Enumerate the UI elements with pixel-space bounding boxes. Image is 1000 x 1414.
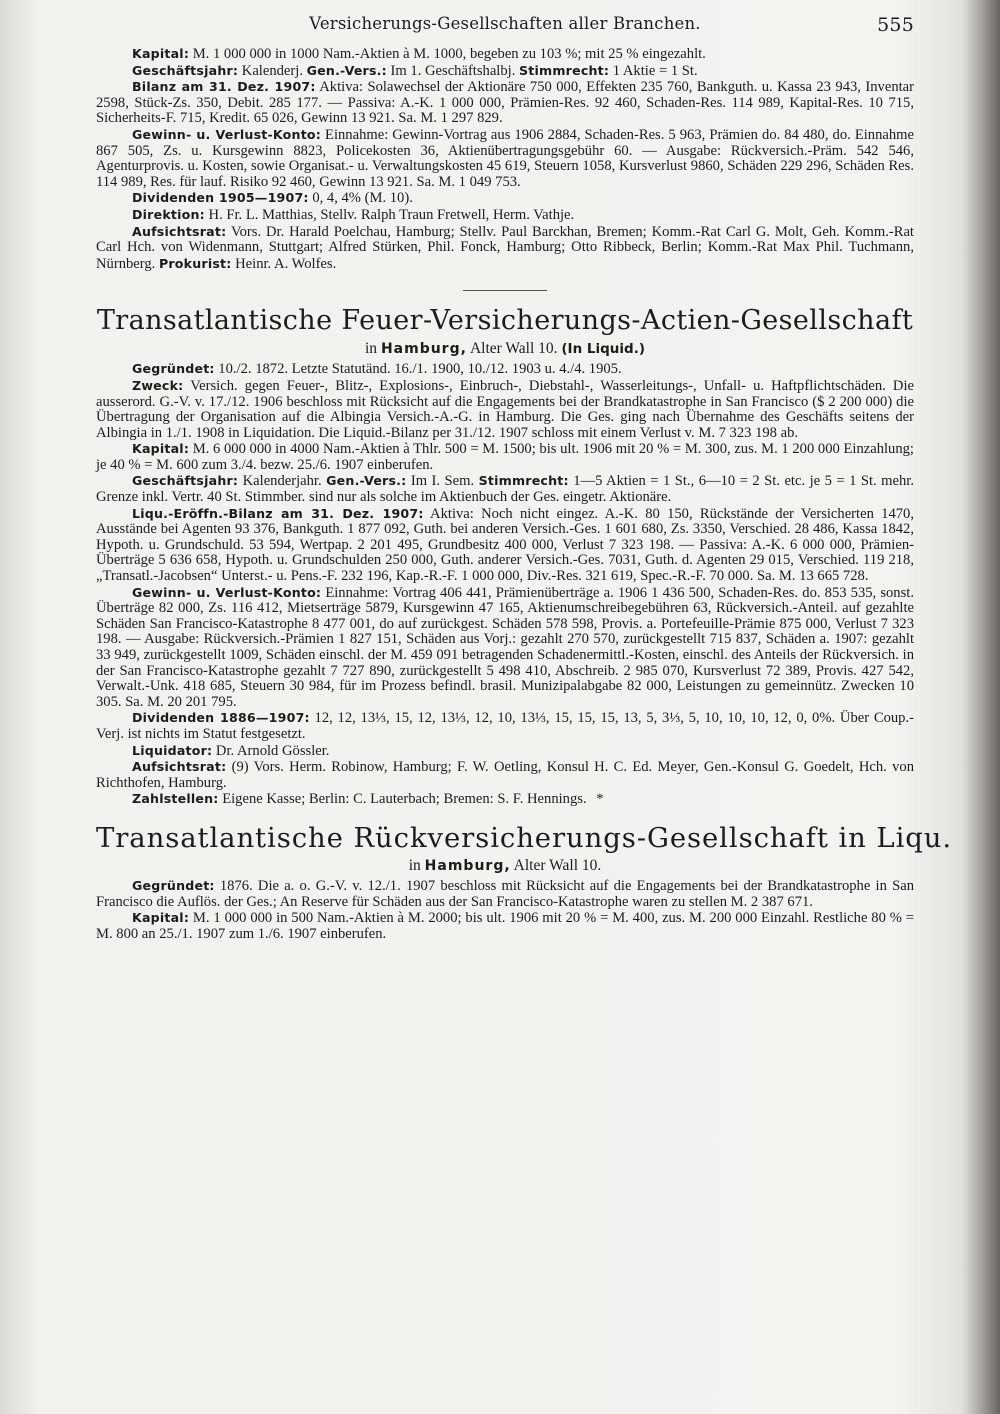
company-location: [96, 856, 914, 876]
text: Versich. gegen Feuer-, Blitz-, Explosions-, Einbruch-, Diebstahl-, Wasserleitungs-, Unfall- u. Haftpflichtschäden. Die ausserord. G.-V. v. 17./12. 1906 beschloss mit Rücksicht auf die Engagements bei der Brandkatastrophe in San Francisco ($ 2 200 000) die Übertragung der Organisation auf die Albingia Versich.-A.-G. in Hamburg. Die Ges. ging nach Übernahme des Geschäfts seitens der Albingia in 1./1. 1908 in Liquidation. Die Liquid.-Bilanz per 31./12. 1907 schloss mit einem Verlust v. M. 7 323 198 ab.: [96, 377, 914, 441]
text: Kalenderjahr.: [238, 473, 327, 490]
label: Geschäftsjahr:: [132, 62, 239, 78]
text: Eigene Kasse; Berlin: C. Lauterbach; Bremen: S. F. Hennings.: [218, 791, 591, 808]
label: Stimmrecht:: [478, 473, 569, 489]
label: Liqu.-Eröffn.-Bilanz am 31. Dez. 1907:: [132, 505, 424, 521]
entry-dividenden: [96, 190, 914, 207]
label: Gegründet:: [132, 361, 215, 377]
label: Stimmrecht:: [519, 62, 610, 78]
label: Gewinn- u. Verlust-Konto:: [132, 584, 322, 600]
page-number: 555: [877, 14, 914, 36]
text: Kalenderj.: [238, 62, 307, 79]
label: Kapital:: [132, 441, 190, 457]
section-liqu-bilanz: [96, 506, 914, 585]
section-gegruendet: [96, 361, 914, 378]
label: Gegründet:: [132, 877, 215, 893]
section-dividenden: [96, 710, 914, 742]
section-divider: [463, 290, 547, 291]
asterisk-mark: *: [596, 791, 604, 808]
previous-entry: [96, 46, 914, 272]
entry-kapital: [96, 46, 914, 63]
section-zahlstellen: [96, 791, 914, 808]
liquidation-status: (In Liquid.): [561, 341, 645, 358]
text: Vors. Dr. Harald Poelchau, Hamburg; Stellv. Paul Barckhan, Bremen; Komm.-Rat Carl G. Molt, Geh. Komm.-Rat Carl Hch. von Widenmann, Stuttgart; Alfred Stürken, Phil. Fonck, Hamburg; Otto Ribbeck, Berlin; Komm.-Rat Max Phil. Tuchmann, Nürnberg.: [96, 223, 914, 272]
company-address: Alter Wall 10.: [510, 856, 602, 874]
label: Liquidator:: [132, 742, 213, 758]
text: Aktiva: Solawechsel der Aktionäre 750 000, Effekten 235 760, Bankguth. u. Kassa 23 943, Inventar 2598, Stück-Zs. 350, Debit. 285 177. — Passiva: A.-K. 1 000 000, Prämien-Res. 92 460, Schaden-Res. 114 989, Kapital-Res. 10 715, Sicherheits-F. 715, Kredit. 65 026, Gewinn 13 921. Sa. M. 1 297 829.: [96, 79, 915, 127]
section-gegruendet: [96, 878, 914, 910]
running-head: [96, 14, 914, 42]
label: Dividenden 1905—1907:: [132, 190, 309, 206]
company-title: Transatlantische Rückversicherungs-Gesellschaft in Liqu.: [96, 821, 953, 854]
label: Aufsichtsrat:: [132, 223, 227, 239]
text: (9) Vors. Herm. Robinow, Hamburg; F. W. Oetling, Konsul H. C. Ed. Meyer, Gen.-Konsul G. Goedelt, Hch. von Richthofen, Hamburg.: [96, 759, 914, 791]
text: 1—5 Aktien = 1 St., 6—10 = 2 St. etc. je 5 = 1 St. mehr. Grenze inkl. Vertr. 40 St. Stimmber. sind nur als solche im Aktienbuch der Ges. eingetr. Aktionäre.: [96, 473, 914, 506]
company-title: Transatlantische Feuer-Versicherungs-Actien-Gesellschaft: [96, 305, 914, 337]
text: M. 1 000 000 in 500 Nam.-Aktien à M. 2000; bis ult. 1906 mit 20 % = M. 400, zus. M. 200 000 Einzahl. Restliche 80 % = M. 800 an 25./1. 1907 zum 1./6. 1907 einberufen.: [96, 910, 914, 942]
section-liquidator: [96, 743, 914, 760]
text: Im I. Sem.: [406, 473, 479, 490]
entry-gewinn-verlust: [96, 127, 914, 190]
label: Aufsichtsrat:: [132, 759, 227, 775]
company-city: Hamburg,: [380, 341, 467, 358]
text: H. Fr. L. Matthias, Stellv. Ralph Traun Fretwell, Herm. Vathje.: [204, 206, 575, 223]
book-spine-shadow: [962, 0, 1000, 1414]
entry-aufsichtsrat: [96, 224, 914, 273]
label: Gen.-Vers.:: [326, 473, 407, 489]
label: Prokurist:: [158, 255, 232, 271]
company-entry-rueckversicherung: [96, 821, 953, 942]
text: Heinr. A. Wolfes.: [231, 255, 337, 272]
label: Direktion:: [132, 206, 205, 222]
text: M. 6 000 000 in 4000 Nam.-Aktien à Thlr. 500 = M. 1500; bis ult. 1906 mit 20 % = M. 300, zus. M. 1 200 000 Einzahlung; je 40 % = M. 600 zum 3./4. bezw. 25./6. 1907 einberufen.: [96, 441, 914, 473]
text: 1 Aktie = 1 St.: [609, 62, 698, 79]
entry-direktion: [96, 207, 914, 224]
company-city: Hamburg,: [424, 857, 511, 874]
company-location: [96, 339, 914, 359]
section-aufsichtsrat: [96, 759, 914, 791]
entry-geschaeftsjahr: [96, 63, 914, 80]
running-title: Versicherungs-Gesellschaften aller Branchen.: [309, 14, 701, 33]
label: Zweck:: [132, 377, 184, 393]
label: Kapital:: [132, 46, 190, 61]
section-geschaeftsjahr: [96, 473, 914, 505]
label: Geschäftsjahr:: [132, 473, 239, 489]
section-gewinn-verlust: [96, 585, 914, 711]
label: Bilanz am 31. Dez. 1907:: [132, 79, 316, 95]
text: Einnahme: Vortrag 406 441, Prämienüberträge a. 1906 1 436 500, Schaden-Res. do. 853 535, sonst. Überträge 82 000, Zs. 116 412, Mietserträge 5879, Kursgewinn 47 165, Aktienumschreibegebühren 63, Rückversich.-Anteil. auf gezahlte Schäden San Francisco-Katastrophe 8 477 001, do auf zurückgest. Schäden 578 598, Provis. a. Portefeuille-Prämie 875 000, Verlust 7 323 198. — Ausgabe: Rückversich.-Prämien 1 827 151, Schäden aus Vorj.: gezahlt 270 570, zurückgestellt 715 837, Schäden a. 1907: gezahlt 33 949, zurückgestellt 1009, Schäden einschl. der M. 459 091 betragenden Schadenermittl.-Kosten, einschl. des Anteils der Rückversich. in der San Francisco-Katastrophe gezahlt 7 727 890, zurückgestellt 5 498 410, Abschreib. 2 985 070, Kursverlust 72 389, Provis. 427 542, Verwalt.-Unk. 418 685, Steuern 30 984, für im Prozess befindl. brasil. Munizipalabgabe 82 000, Leistungen zu gemeinnütz. Zwecken 10 305. Sa. M. 20 201 795.: [96, 584, 914, 710]
text: Im 1. Geschäftshalbj.: [386, 62, 520, 79]
location-prefix: in: [408, 856, 425, 874]
label: Dividenden 1886—1907:: [132, 710, 310, 726]
text: Dr. Arnold Gössler.: [212, 742, 330, 759]
company-entry-feuer: [96, 305, 914, 808]
label: Kapital:: [132, 910, 190, 926]
text: M. 1 000 000 in 1000 Nam.-Aktien à M. 1000, begeben zu 103 %; mit 25 % eingezahlt.: [189, 46, 706, 62]
section-kapital: [96, 910, 914, 942]
location-prefix: in: [365, 340, 381, 358]
label: Gewinn- u. Verlust-Konto:: [132, 126, 321, 142]
label: Gen.-Vers.:: [306, 62, 387, 78]
label: Zahlstellen:: [132, 791, 219, 807]
section-zweck: [96, 378, 914, 441]
text: Einnahme: Gewinn-Vortrag aus 1906 2884, Schaden-Res. 5 963, Prämien do. 84 480, do. Einnahme 867 505, Zs. u. Kursgewinn 8823, Policekosten 36, Aktienübertragungsgebühr 60. — Ausgabe: Rückversich.-Präm. 542 546, Agenturprovis. u. Kosten, sowie Organisat.- u. Verwaltungskosten 45 619, Steuern 1058, Kursverlust 9860, Schäden 229 296, Schäden Res. 114 989, Res. für lauf. Risiko 92 460, Gewinn 13 921. Sa. M. 1 049 753.: [96, 126, 914, 190]
section-kapital: [96, 441, 914, 473]
text: 10./2. 1872. Letzte Statutänd. 16./1. 1900, 10./12. 1903 u. 4./4. 1905.: [214, 361, 622, 378]
company-address: Alter Wall 10.: [466, 340, 562, 358]
text: Aktiva: Noch nicht eingez. A.-K. 80 150, Rückstände der Versicherten 1470, Ausstände bei Agenten 93 376, Bankguth. 1 877 092, Guth. bei anderen Versich.-Ges. 1 601 680, Zs. 3350, Verschied. 28 486, Kassa 1842, Hypoth. u. Grundschuld. 53 594, Wertpap. 2 201 495, Grundbesitz 400 000, Verlust 7 323 198. — Passiva: A.-K. 6 000 000, Prämien-Überträge 5 636 658, Hypoth. u. Grundschulden 250 000, Guth. anderer Versich.-Ges. 7031, Guth. d. Agenten 29 015, Verschied. 119 218, „Transatl.-Jacobsen“ Unterst.- u. Pens.-F. 232 196, Kap.-R.-F. 1 000 000, Div.-Res. 321 619, Spec.-R.-F. 70 000. Sa. M. 13 665 728.: [96, 505, 914, 585]
entry-bilanz: [96, 79, 914, 127]
text: 12, 12, 13⅓, 15, 12, 13⅓, 12, 10, 13⅓, 15, 15, 15, 13, 5, 3⅓, 5, 10, 10, 10, 12, 0, 0%. Über Coup.-Verj. ist nichts im Statut festgesetzt.: [96, 710, 914, 742]
text: 1876. Die a. o. G.-V. v. 12./1. 1907 beschloss mit Rücksicht auf die Engagements bei der Brandkatastrophe in San Francisco die Auflös. der Ges.; An Reserve für Schäden aus der San Francisco-Katastrophe waren zu stellen M. 2 387 671.: [96, 877, 914, 910]
text: 0, 4, 4% (M. 10).: [308, 190, 413, 207]
